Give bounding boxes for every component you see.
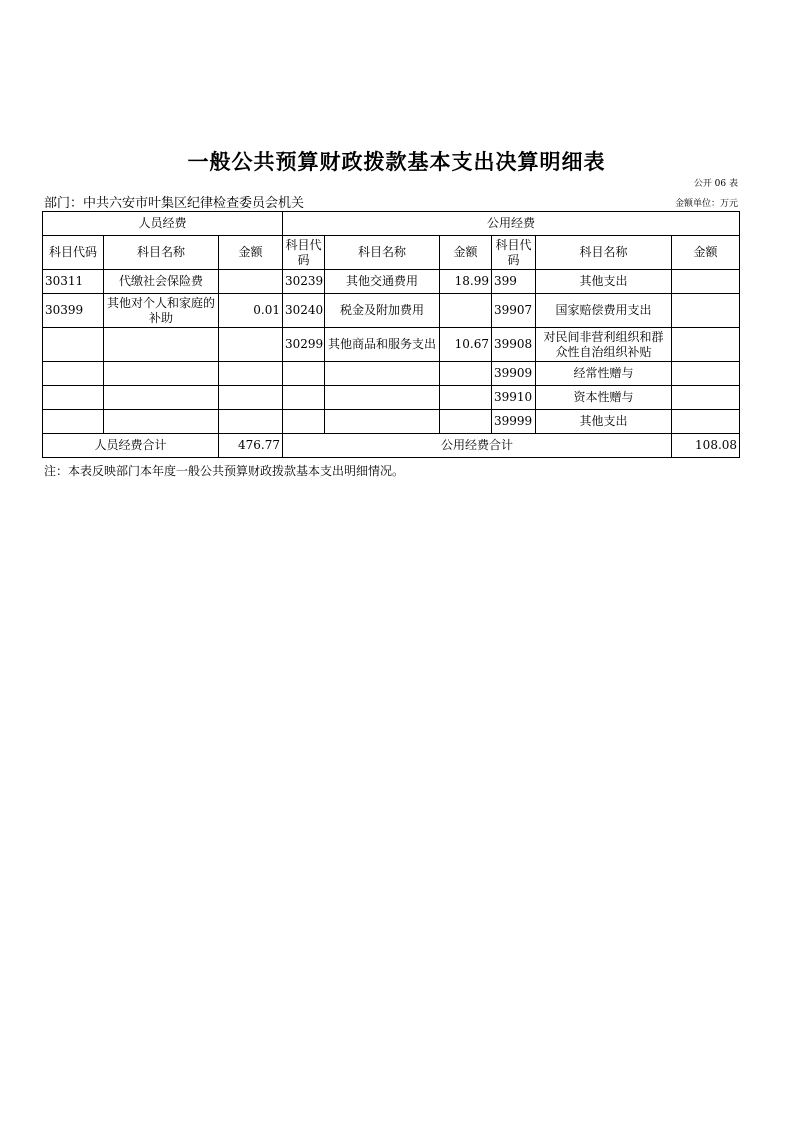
cell-public-code	[283, 362, 325, 386]
form-code: 公开 06 表	[693, 179, 738, 189]
cell-personnel-amount	[219, 386, 283, 410]
col-header-name: 科目名称	[536, 236, 672, 270]
cell-public-code: 39907	[492, 294, 536, 328]
department-label: 部门：中共六安市叶集区纪律检查委员会机关	[44, 196, 305, 211]
table-row	[43, 270, 740, 294]
cell-personnel-name	[104, 328, 219, 362]
cell-public-name: 其他交通费用	[325, 270, 440, 294]
cell-public-name	[325, 386, 440, 410]
cell-public-amount	[672, 270, 740, 294]
cell-public-name	[325, 362, 440, 386]
cell-public-code: 39999	[492, 410, 536, 434]
cell-personnel-amount	[219, 362, 283, 386]
cell-public-amount	[672, 328, 740, 362]
personnel-total-label: 人员经费合计	[43, 434, 219, 458]
cell-public-code	[283, 386, 325, 410]
col-header-code: 科目代码	[283, 236, 325, 270]
cell-public-name: 经常性赠与	[536, 362, 672, 386]
cell-personnel-amount	[219, 410, 283, 434]
public-total-value: 108.08	[672, 434, 740, 458]
cell-public-amount	[440, 362, 492, 386]
table-row	[43, 328, 740, 362]
cell-public-code: 399	[492, 270, 536, 294]
cell-public-name: 税金及附加费用	[325, 294, 440, 328]
cell-public-name: 国家赔偿费用支出	[536, 294, 672, 328]
cell-personnel-code	[43, 362, 104, 386]
cell-public-amount	[440, 410, 492, 434]
table-row	[43, 362, 740, 386]
col-header-name: 科目名称	[104, 236, 219, 270]
cell-personnel-code	[43, 410, 104, 434]
col-header-amount: 金额	[672, 236, 740, 270]
cell-public-code: 39909	[492, 362, 536, 386]
group-header-personnel: 人员经费	[43, 212, 283, 236]
col-header-code: 科目代码	[43, 236, 104, 270]
cell-public-name: 资本性赠与	[536, 386, 672, 410]
cell-public-name: 其他支出	[536, 410, 672, 434]
totals-row	[43, 434, 740, 458]
col-header-amount: 金额	[219, 236, 283, 270]
cell-personnel-code: 30399	[43, 294, 104, 328]
table-row	[43, 410, 740, 434]
cell-public-amount: 18.99	[440, 270, 492, 294]
footnote: 注：本表反映部门本年度一般公共预算财政拨款基本支出明细情况。	[44, 464, 405, 478]
cell-public-amount: 10.67	[440, 328, 492, 362]
group-header-public: 公用经费	[283, 212, 740, 236]
cell-public-amount	[672, 362, 740, 386]
col-header-amount: 金额	[440, 236, 492, 270]
cell-public-amount	[672, 294, 740, 328]
cell-personnel-name: 代缴社会保险费	[104, 270, 219, 294]
table-row	[43, 294, 740, 328]
col-header-code: 科目代码	[492, 236, 536, 270]
col-header-name: 科目名称	[325, 236, 440, 270]
cell-personnel-amount	[219, 328, 283, 362]
cell-personnel-name	[104, 410, 219, 434]
cell-personnel-code	[43, 386, 104, 410]
cell-public-code: 30239	[283, 270, 325, 294]
cell-personnel-name	[104, 386, 219, 410]
cell-public-name: 其他支出	[536, 270, 672, 294]
cell-public-amount	[440, 294, 492, 328]
table-row	[43, 386, 740, 410]
personnel-total-value: 476.77	[219, 434, 283, 458]
public-total-label: 公用经费合计	[283, 434, 672, 458]
cell-public-code: 30299	[283, 328, 325, 362]
page-title: 一般公共预算财政拨款基本支出决算明细表	[187, 149, 606, 174]
cell-public-amount	[672, 410, 740, 434]
cell-public-code: 30240	[283, 294, 325, 328]
cell-public-amount	[440, 386, 492, 410]
cell-public-code	[283, 410, 325, 434]
cell-personnel-name: 其他对个人和家庭的补助	[104, 294, 219, 328]
cell-public-code: 39908	[492, 328, 536, 362]
unit-label: 金额单位：万元	[674, 199, 738, 209]
cell-public-amount	[672, 386, 740, 410]
cell-personnel-name	[104, 362, 219, 386]
cell-personnel-code	[43, 328, 104, 362]
cell-public-code: 39910	[492, 386, 536, 410]
expenditure-table	[42, 211, 740, 458]
cell-personnel-amount: 0.01	[219, 294, 283, 328]
cell-public-name: 对民间非营利组织和群众性自治组织补贴	[536, 328, 672, 362]
cell-public-name: 其他商品和服务支出	[325, 328, 440, 362]
cell-personnel-code: 30311	[43, 270, 104, 294]
cell-public-name	[325, 410, 440, 434]
cell-personnel-amount	[219, 270, 283, 294]
